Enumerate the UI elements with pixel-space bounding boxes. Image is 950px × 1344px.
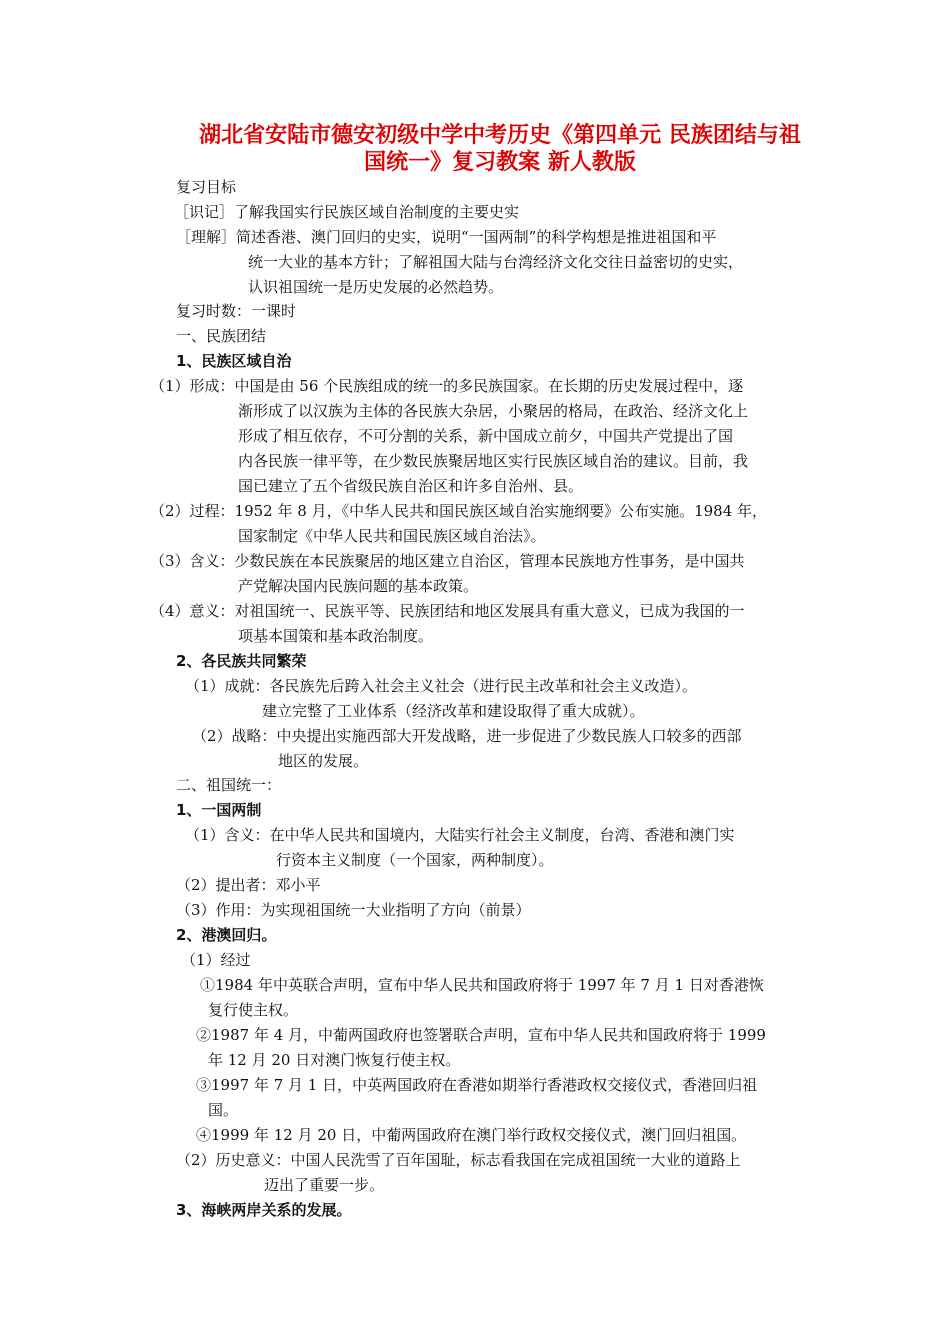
goals-understand-line-3: 认识祖国统一是历史发展的必然趋势。	[248, 278, 504, 296]
formation-line-3: 形成了相互依存，不可分割的关系，新中国成立前夕，中国共产党提出了国	[238, 427, 734, 445]
section-heading-common-prosperity: 2、各民族共同繁荣	[176, 652, 307, 670]
strategy-line-1: （2）战略：中央提出实施西部大开发战略，进一步促进了少数民族人口较多的西部	[192, 727, 742, 745]
section-heading-one-country-two-systems: 1、一国两制	[176, 801, 262, 819]
octs-role: （3）作用：为实现祖国统一大业指明了方向（前景）	[176, 901, 531, 919]
section-heading-hk-macao-return: 2、港澳回归。	[176, 926, 277, 944]
formation-line-1: （1）形成：中国是由 56 个民族组成的统一的多民族国家。在长期的历史发展过程中，逐	[150, 377, 744, 395]
meaning-line-1: （3）含义：少数民族在本民族聚居的地区建立自治区，管理本民族地方性事务，是中国共	[150, 552, 745, 570]
return-item-1-line-1: ①1984 年中英联合声明，宣布中华人民共和国政府将于 1997 年 7 月 1 日对香港恢	[200, 976, 764, 994]
process-line-2: 国家制定《中华人民共和国民族区域自治法》。	[238, 527, 546, 545]
goals-heading: 复习目标	[176, 178, 237, 196]
significance-line-2: 项基本国策和基本政治制度。	[238, 627, 434, 645]
return-item-3-line-2: 国。	[208, 1101, 239, 1119]
process-line-1: （2）过程：1952 年 8 月，《中华人民共和国民族区域自治实施纲要》公布实施。1984 年，	[150, 502, 768, 520]
formation-line-5: 国已建立了五个省级民族自治区和许多自治州、县。	[238, 477, 584, 495]
formation-line-2: 渐形成了以汉族为主体的各民族大杂居，小聚居的格局，在政治、经济文化上	[238, 402, 749, 420]
strategy-line-2: 地区的发展。	[278, 752, 369, 770]
return-item-2-line-2: 年 12 月 20 日对澳门恢复行使主权。	[208, 1051, 461, 1069]
return-process-heading: （1）经过	[181, 951, 251, 969]
octs-proposer: （2）提出者：邓小平	[176, 876, 321, 894]
document-title-line-2: 国统一》复习教案 新人教版	[364, 150, 636, 175]
section-heading-regional-autonomy: 1、民族区域自治	[176, 352, 292, 370]
part1-heading: 一、民族团结	[176, 327, 267, 345]
return-item-2-line-1: ②1987 年 4 月，中葡两国政府也签署联合声明，宣布中华人民共和国政府将于 1999	[196, 1026, 766, 1044]
section-heading-cross-strait: 3、海峡两岸关系的发展。	[176, 1201, 352, 1219]
formation-line-4: 内各民族一律平等，在少数民族聚居地区实行民族区域自治的建议。目前，我	[238, 452, 749, 470]
goals-understand-line-1: ［理解］简述香港、澳门回归的史实，说明“一国两制”的科学构想是推进祖国和平	[176, 228, 717, 246]
goals-understand-line-2: 统一大业的基本方针；了解祖国大陆与台湾经济文化交往日益密切的史实，	[248, 253, 744, 271]
document-title-line-1: 湖北省安陆市德安初级中学中考历史《第四单元 民族团结与祖	[199, 123, 801, 148]
significance-line-1: （4）意义：对祖国统一、民族平等、民族团结和地区发展具有重大意义，已成为我国的一	[150, 602, 745, 620]
part2-heading: 二、祖国统一：	[176, 776, 282, 794]
octs-meaning-line-1: （1）含义：在中华人民共和国境内，大陆实行社会主义制度，台湾、香港和澳门实	[185, 826, 735, 844]
achievement-line-1: （1）成就：各民族先后跨入社会主义社会（进行民主改革和社会主义改造）。	[185, 677, 698, 695]
achievement-line-2: 建立完整了工业体系（经济改革和建设取得了重大成就）。	[262, 702, 645, 720]
return-significance-line-2: 迈出了重要一步。	[264, 1176, 385, 1194]
octs-meaning-line-2: 行资本主义制度（一个国家，两种制度）。	[276, 851, 554, 869]
goals-remember: ［识记］了解我国实行民族区域自治制度的主要史实	[174, 203, 520, 221]
return-item-3-line-1: ③1997 年 7 月 1 日，中英两国政府在香港如期举行香港政权交接仪式，香港回归祖	[196, 1076, 758, 1094]
meaning-line-2: 产党解决国内民族问题的基本政策。	[238, 577, 479, 595]
review-hours: 复习时数：一课时	[176, 302, 297, 320]
return-significance-line-1: （2）历史意义：中国人民洗雪了百年国耻，标志看我国在完成祖国统一大业的道路上	[176, 1151, 741, 1169]
return-item-4: ④1999 年 12 月 20 日，中葡两国政府在澳门举行政权交接仪式，澳门回归祖国。	[196, 1126, 747, 1144]
return-item-1-line-2: 复行使主权。	[208, 1001, 299, 1019]
